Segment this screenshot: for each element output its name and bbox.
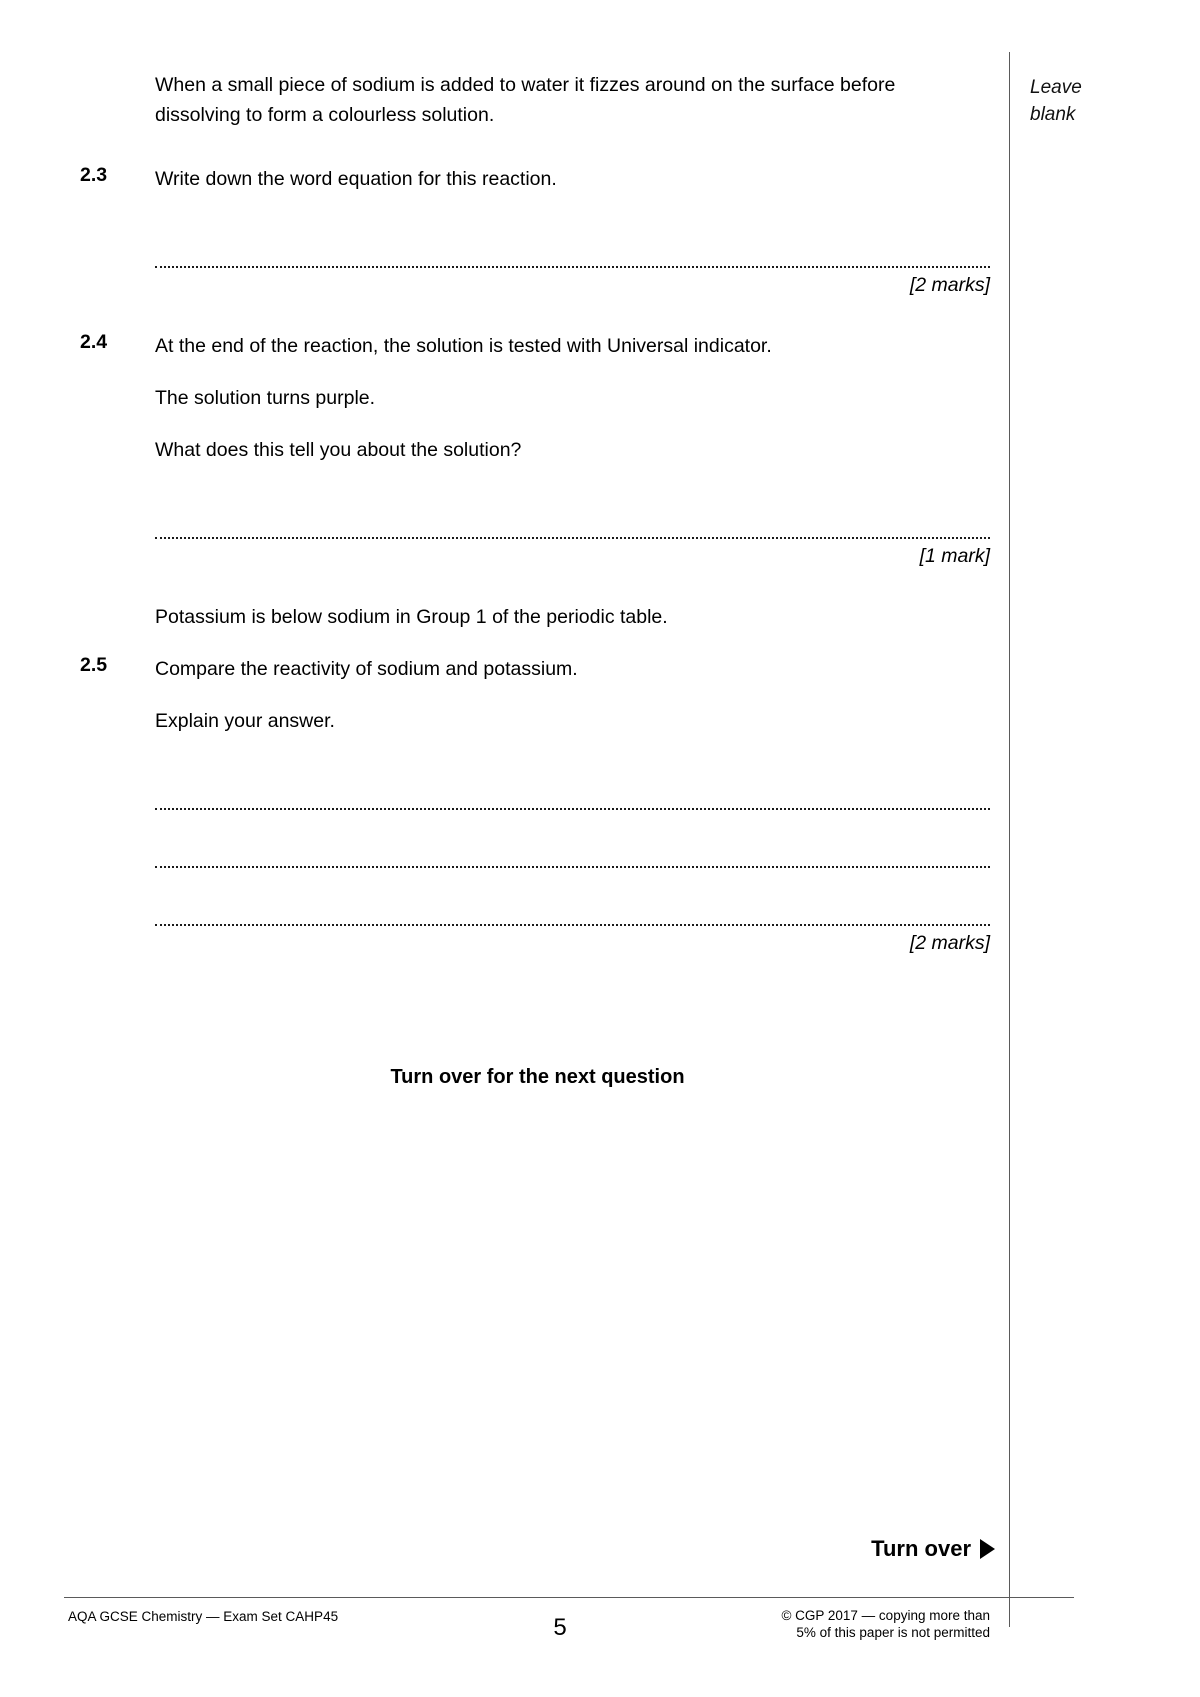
question-2-3	[80, 164, 995, 194]
copyright-line1: © CGP 2017 — copying more than	[781, 1608, 990, 1623]
leave-blank-line1: Leave	[1030, 77, 1082, 98]
leave-blank-note	[1030, 74, 1180, 128]
turn-over-notice: Turn over for the next question	[390, 1066, 685, 1088]
margin-divider-line	[1009, 52, 1010, 1627]
question-2-4-prompt	[80, 435, 995, 465]
question-2-5-explain	[80, 706, 995, 736]
question-2-4-question: What does this tell you about the solution?	[155, 439, 522, 461]
question-2-5-text: Compare the reactivity of sodium and potassium.	[155, 658, 578, 680]
footer-exam-reference: AQA GCSE Chemistry — Exam Set CAHP45	[68, 1609, 339, 1624]
answer-line-2-4-1[interactable]	[155, 517, 990, 539]
intro-paragraph	[80, 70, 995, 130]
footer-copyright	[700, 1607, 990, 1641]
footer-divider	[64, 1597, 1074, 1598]
triangle-right-icon	[980, 1539, 995, 1559]
interlude-paragraph	[80, 602, 995, 632]
turn-over-footer	[871, 1536, 995, 1562]
question-2-4-number: 2.4	[80, 331, 108, 353]
question-column	[80, 70, 995, 955]
answer-line-2-5-1[interactable]	[155, 788, 990, 810]
intro-text: When a small piece of sodium is added to water it fizzes around on the surface before dissolving to form a colourless solution.	[155, 74, 896, 126]
answer-line-2-5-2[interactable]	[155, 846, 990, 868]
question-2-4	[80, 331, 995, 361]
leave-blank-line2: blank	[1030, 104, 1076, 125]
marks-2-5: [2 marks]	[909, 932, 990, 954]
question-2-3-text: Write down the word equation for this reaction.	[155, 168, 557, 190]
page-number: 5	[553, 1614, 567, 1641]
question-2-5-explain-text: Explain your answer.	[155, 710, 335, 732]
marks-2-4: [1 mark]	[919, 545, 990, 567]
question-2-4-detail	[80, 383, 995, 413]
copyright-line2: 5% of this paper is not permitted	[796, 1625, 990, 1640]
turn-over-label: Turn over	[871, 1536, 971, 1561]
interlude-text: Potassium is below sodium in Group 1 of the periodic table.	[155, 606, 668, 628]
question-2-4-text: At the end of the reaction, the solution is tested with Universal indicator.	[155, 335, 772, 357]
answer-line-2-5-3[interactable]	[155, 904, 990, 926]
question-2-4-observation: The solution turns purple.	[155, 387, 376, 409]
question-2-5-number: 2.5	[80, 654, 108, 676]
question-2-3-number: 2.3	[80, 164, 108, 186]
answer-line-2-3-1[interactable]	[155, 246, 990, 268]
question-2-5	[80, 654, 995, 684]
marks-2-3: [2 marks]	[909, 274, 990, 296]
